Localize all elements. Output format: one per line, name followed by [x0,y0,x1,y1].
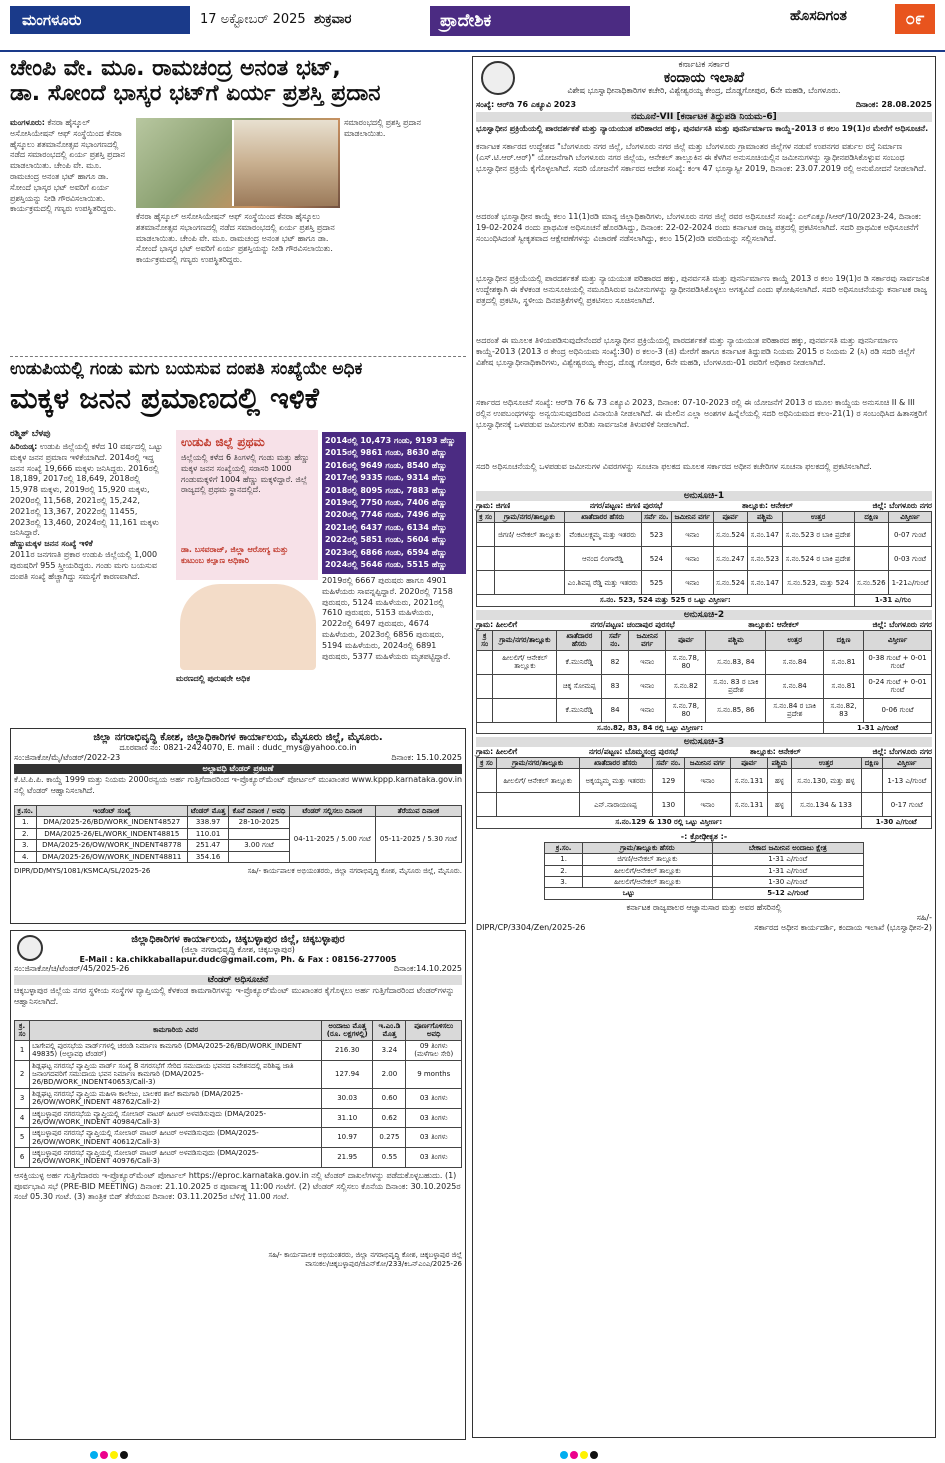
table-cell [477,769,497,793]
table-cell: ಸ.ನಂ.83, 84 [706,650,766,674]
schedule-table [476,511,932,607]
table-cell: ಶಿಡ್ಲಘಟ್ಟ ನಗರಸಭೆ ವ್ಯಾಪ್ತಿಯ ವಾರ್ಡ್ ಸಂಖ್ಯೆ 8 ನಗರಸಭೆಗೆ ಸೇರಿದ ಸಮುದಾಯ ಭವನದ ನಿವೇಶನದಲ್ಲಿ ಪರಿಶಿಷ್ಟ ಜಾತಿ ಜನಾಂಗದವರಿಗೆ ಸಮುದಾಯ ಭವನ ನಿರ್ಮಾಣ ಕಾಮಗಾರಿ (DMA/2025-26/BD/WORK_INDENT40653/Call-3) [30,1060,322,1088]
schedule-info [476,747,932,757]
table-cell: 1-30 ಎ/ಗುಂಟೆ [712,876,863,887]
table-cell: ಸ.ನಂ.147 [748,523,783,547]
registration-dots [90,1444,130,1463]
table-header: ಖಾತೆದಾರರ ಹೆಸರು [557,630,602,650]
karnataka-emblem-icon [481,61,515,95]
table-cell: 0-07 ಗುಂಟೆ [889,523,932,547]
stat-line: 2024ರಲ್ಲಿ 5646 ಗಂಡು, 5515 ಹೆಣ್ಣು [325,560,447,570]
schedule-title: ಅನುಸೂಚಿ-2 [476,610,932,620]
table-cell: 129 [652,769,685,793]
callout-text: ಜಿಲ್ಲೆಯಲ್ಲಿ ಕಳೆದ 6 ತಿಂಗಳಲ್ಲಿ ಗಂಡು ಮತ್ತು ಹೆಣ್ಣು ಮಕ್ಕಳ ಜನನ ಸಂಖ್ಯೆಯಲ್ಲಿ ಸರಾಸರಿ 1000 ಗಂಡುಮಕ್ಕಳಿಗೆ 1004 ಹೆಣ್ಣು ಮಕ್ಕಳಿದ್ದಾರೆ. ಜಿಲ್ಲೆ ರಾಜ್ಯದಲ್ಲಿ ಪ್ರಥಮ ಸ್ಥಾನದಲ್ಲಿದೆ. [181,453,310,495]
schedule-info-item: ಗ್ರಾಮ: ಹೀಲಲಿಗೆ [476,619,518,629]
table-header: ಖಾತೆದಾರರ ಹೆಸರು [564,512,641,523]
table-cell: 05-11-2025 / 5.30 ಗಂಟೆ [375,817,461,863]
summary-total-value: 5-12 ಎ/ಗುಂಟೆ [712,888,863,899]
table-header: ಕಾಮಗಾರಿಯ ವಿವರ [30,1021,322,1041]
story1-body: ಮಂಗಳೂರು: ಕೆನರಾ ಹೈಸ್ಕೂಲ್ ಅಸೋಸಿಯೇಷನ್ ಆಫ್ ಸಂಸ್ಥೆಯಿಂದ ಕೆನರಾ ಹೈಸ್ಕೂಲು ಶತಮಾನೋತ್ಸವ ಸಭಾಂಗಣದಲ್ಲಿ ನಡೆದ ಸಮಾರಂಭದಲ್ಲಿ ಏರ್ಯ ಪ್ರಶಸ್ತಿ ಪ್ರದಾನ ಮಾಡಲಾಯಿತು. ಚೇಂಪಿ ವೇ. ಮೂ. ರಾಮಚಂದ್ರ ಅನಂತ ಭಟ್ ಹಾಗೂ ಡಾ. ಸೋಂದೆ ಭಾಸ್ಕರ ಭಟ್ ಅವರಿಗೆ ಏರ್ಯ ಪ್ರಶಸ್ತಿಯನ್ನು ನೀಡಿ ಗೌರವಿಸಲಾಯಿತು. ಕಾರ್ಯಕ್ರಮದಲ್ಲಿ ಗಣ್ಯರು ಉಪಸ್ಥಿತರಿದ್ದರು. [10,118,125,214]
table-header: ತೆರೆಯುವ ದಿನಾಂಕ [375,806,461,817]
table-cell: ಸ.ನಂ.523 ರ ಬಾಕಿ ಪ್ರದೇಶ [782,523,854,547]
table-cell: ಎನ್.ನಾರಾಯಣಪ್ಪ [579,793,652,817]
table-header: ಉತ್ತರ [766,630,824,650]
table-header: ಕ್ರ ಸಂ [477,512,495,523]
table-cell: 2 [15,1060,30,1088]
table-cell: 1-31 ಎ/ಗುಂಟೆ [712,854,863,865]
land-acquisition-notice: ಕರ್ನಾಟಕ ಸರ್ಕಾರ ಕಂದಾಯ ಇಲಾಖೆ ವಿಶೇಷ ಭೂಸ್ವಾಧೀನಾಧಿಕಾರಿಗಳ ಕಚೇರಿ, ವಿಶ್ವೇಶ್ವರಯ್ಯ ಕೇಂದ್ರ, ದೊಡ್ಡಗೋಪುರ, 6ನೇ ಮಹಡಿ, ಬೆಂಗಳೂರು. ಸಂಖ್ಯೆ: ಆರ್‌ಡಿ 76 ಎಕ್ಯೂವಿ 2023 ದಿನಾಂಕ: 28.08.2025 ನಮೂನೆ-VII [ಕರ್ನಾಟಕ ತಿದ್ದುಪಡಿ ನಿಯಮ-6] ಭೂಸ್ವಾಧೀನ ಪ್ರಕ್ರಿಯೆಯಲ್ಲಿ ಪಾರದರ್ಶಕತೆ ಮತ್ತು ನ್ಯಾಯಯುತ ಪರಿಹಾರದ ಹಕ್ಕು, ಪುನರ್ವಸತಿ ಮತ್ತು ಪುನರ್ನಿರ್ಮಾಣ ಕಾಯ್ದೆ-2013 ರ ಕಲಂ 19(1)ರ ಮೇರೆಗೆ ಅಧಿಸೂಚನೆ. ಕರ್ನಾಟಕ ಸರ್ಕಾರದ ಉದ್ದೇಶದ "ಬೆಂಗಳೂರು ನಗರ ಜಿಲ್ಲೆ, ಬೆಂಗಳೂರು ನಗರ ಜಿಲ್ಲೆ ಮತ್ತು ಬೆಂಗಳೂರು ಗ್ರಾಮಾಂತರ ಜಿಲ್ಲೆಗಳ ನಡುವೆ ಉಪನಗರ ವರ್ತುಲ ರಸ್ತೆ ನಿರ್ಮಾಣ (ಎಸ್.ಟಿ.ಆರ್.ಆರ್)" ಯೋಜನೆಗಾಗಿ ಬೆಂಗಳೂರು ನಗರ ಜಿಲ್ಲೆಯ, ಆನೇಕಲ್ ತಾಲ್ಲೂಕಿನ ಈ ಕೆಳಗಿನ ಅನುಸೂಚಿಯಲ್ಲಿನ ಜಮೀನುಗಳನ್ನು ಸ್ವಾಧೀನಪಡಿಸಿಕೊಳ್ಳುವ ಸಂಬಂಧ ಭೂಸ್ವಾಧೀನ ಪ್ರಕ್ರಿಯೆ ಕೈಗೊಳ್ಳಲಾಗಿದೆ. ಸದರಿ ಯೋಜನೆಗೆ ಸರ್ಕಾರದ ಆದೇಶ ಸಂಖ್ಯೆ: ಕಂಇ 47 ಭೂಸ್ವಾಸ್ವೀ 2019, ದಿನಾಂಕ: 23.07.2019 ರಲ್ಲಿ ಅನುಮೋದನೆ ನೀಡಲಾಗಿದೆ. ಅದರಂತೆ ಭೂಸ್ವಾಧೀನ ಕಾಯ್ದೆ ಕಲಂ 11(1)ರಡಿ ಮಾನ್ಯ ಜಿಲ್ಲಾಧಿಕಾರಿಗಳು, ಬೆಂಗಳೂರು ನಗರ ಜಿಲ್ಲೆ ರವರ ಅಧಿಸೂಚನೆ ಸಂಖ್ಯೆ: ಎಲ್‌ಎಕ್ಯೂ/ಸಿಆರ್/10/2023-24, ದಿನಾಂಕ: 19-02-2024 ರಂದು ಪ್ರಾಥಮಿಕ ಅಧಿಸೂಚನೆ ಹೊರಡಿಸಿದ್ದು, ದಿನಾಂಕ: 22-02-2024 ರಂದು ಕರ್ನಾಟಕ ರಾಜ್ಯ ಪತ್ರದಲ್ಲಿ ಪ್ರಕಟಿಸಲಾಗಿದೆ. ಸದರಿ ಪ್ರಾಥಮಿಕ ಅಧಿಸೂಚನೆಗೆ ಸಂಬಂಧಿಸಿದಂತೆ ಸ್ವೀಕೃತವಾದ ಆಕ್ಷೇಪಣೆಗಳನ್ನು ವಿಚಾರಣೆ ನಡೆಸಲಾಗಿದ್ದು, ಕಲಂ 15(2)ರಡಿ ವರದಿಯನ್ನು ಸಲ್ಲಿಸಲಾಗಿದೆ. ಭೂಸ್ವಾಧೀನ ಪ್ರಕ್ರಿಯೆಯಲ್ಲಿ ಪಾರದರ್ಶಕತೆ ಮತ್ತು ನ್ಯಾಯಯುತ ಪರಿಹಾರದ ಹಕ್ಕು, ಪುನರ್ವಸತಿ ಮತ್ತು ಪುನರ್ನಿರ್ಮಾಣ ಕಾಯ್ದೆ 2013 ರ ಕಲಂ 19(1)ರ ಡಿ ಸರ್ಕಾರವು ಸಾರ್ವಜನಿಕ ಉದ್ದೇಶಕ್ಕಾಗಿ ಈ ಕೆಳಕಂಡ ಅನುಸೂಚಿಯಲ್ಲಿ ನಮೂದಿಸಿರುವ ಜಮೀನುಗಳನ್ನು ಸ್ವಾಧೀನಪಡಿಸಿಕೊಳ್ಳಲು ಅಗತ್ಯವಿದೆ ಎಂದು ಘೋಷಿಸಲಾಗಿದೆ. ಸದರಿ ಅಧಿಸೂಚನೆಯನ್ನು ಕರ್ನಾಟಕ ರಾಜ್ಯ ಪತ್ರದಲ್ಲಿ ಪ್ರಕಟಿಸಿ, ಸ್ಥಳೀಯ ದಿನಪತ್ರಿಕೆಗಳಲ್ಲಿ ಪ್ರಕಟಿಸಲು ಸೂಚಿಸಲಾಗಿದೆ. ಅದರಂತೆ ಈ ಮೂಲಕ ತಿಳಿಯಪಡಿಸುವುದೇನೆಂದರೆ ಭೂಸ್ವಾಧೀನ ಪ್ರಕ್ರಿಯೆಯಲ್ಲಿ ಪಾರದರ್ಶಕತೆ ಮತ್ತು ನ್ಯಾಯಯುತ ಪರಿಹಾರದ ಹಕ್ಕು, ಪುನರ್ವಸತಿ ಮತ್ತು ಪುನರ್ನಿರ್ಮಾಣ ಕಾಯ್ದೆ-2013 (2013 ರ ಕೇಂದ್ರ ಅಧಿನಿಯಮ ಸಂಖ್ಯೆ:30) ರ ಕಲಂ-3 (ಜಿ) ಮೇರೆಗೆ ಹಾಗೂ ಕರ್ನಾಟಕ ತಿದ್ದುಪಡಿ ನಿಯಮ 2015 ರ ನಿಯಮ 2 (ಸಿ) ರಡಿ ಸದರಿ ಜಿಲ್ಲೆಗೆ ವಿಶೇಷ ಭೂಸ್ವಾಧೀನಾಧಿಕಾರಿಗಳು, ವಿಶ್ವೇಶ್ವರಯ್ಯ ಕೇಂದ್ರ, ದೊಡ್ಡ ಗೋಪುರ, 6ನೇ ಮಹಡಿ, ಬೆಂಗಳೂರು-01 ರವರಿಗೆ ಅಧಿಕಾರ ನೀಡಲಾಗಿದೆ. ಸರ್ಕಾರದ ಅಧಿಸೂಚನೆ ಸಂಖ್ಯೆ: ಆರ್‌ಡಿ 76 & 73 ಎಕ್ಯೂವಿ 2023, ದಿನಾಂಕ: 07-10-2023 ರಲ್ಲಿ ಈ ಯೋಜನೆಗೆ 2013 ರ ಮೂಲ ಕಾಯ್ದೆಯ ಅನುಸೂಚಿ II & III ರಲ್ಲಿನ ಉಪಬಂಧಗಳನ್ನು ಅನ್ವಯಿಸುವುದರಿಂದ ವಿನಾಯಿತಿ ನೀಡಲಾಗಿದೆ. ಈ ಮೇಲಿನ ಎಲ್ಲಾ ಅಂಶಗಳ ಹಿನ್ನೆಲೆಯಲ್ಲಿ ಸದರಿ ಅಧಿನಿಯಮದ ಕಲಂ-21(1) ರ ಸಂಬಂಧಿಸಿದ ಹಿತಾಸಕ್ತರಿಗೆ ಭೂಸ್ವಾಧೀನಕ್ಕೆ ಒಳಪಡುವ ಜಮೀನುಗಳ ಕುರಿತು ಸಾರ್ವಜನಿಕ ತಿಳುವಳಿಕೆ ನೀಡಲಾಗಿದೆ. ಸದರಿ ಅಧಿಸೂಚನೆಯಲ್ಲಿ ಒಳಪಡುವ ಜಮೀನುಗಳ ವಿವರಗಳನ್ನು ಸೂಚನಾ ಫಲಕದ ಮೂಲಕ ಸರ್ಕಾರದ ಅಧೀನ ಕಚೇರಿಗಳ ಸೂಚನಾ ಫಲಕದಲ್ಲಿ ಪ್ರಕಟಿಸಲಾಗಿದೆ. ಅನುಸೂಚಿ-1 ಗ್ರಾಮ: ಜಿಗಣಿ ನಗರ/ಪಟ್ಟಣ: ಜಿಗಣಿ ಪುರಸಭೆ ತಾಲ್ಲೂಕು: ಆನೇಕಲ್ ಜಿಲ್ಲೆ: ಬೆಂಗಳೂರು ನಗರ ಕ್ರ ಸಂ ಗ್ರಾಮ/ನಗರ/ತಾಲ್ಲೂಕು ಖಾತೆದಾರರ ಹೆಸರು ಸರ್ವೆ ನಂ. ಜಮೀನಿನ ವರ್ಗ ಪೂರ್ವ ಪಶ್ಚಿಮ ಉತ್ತರ ದಕ್ಷಿಣ ವಿಸ್ತೀರ್ಣ ಜಿಗಣಿ/ ಆನೇಕಲ್ ತಾಲ್ಲೂಕು ವೆಂಕಟಲಕ್ಷ್ಮಮ್ಮ ಮತ್ತು ಇತರರು 523 ಇನಾಂ ಸ.ನಂ.524 ಸ.ನಂ.147 ಸ.ನಂ.523 ರ ಬಾಕಿ ಪ್ರದೇಶ 0-07 ಗುಂಟೆ ಆನಂದ ಲಿಂಗಾರೆಡ್ಡಿ 524 ಇನಾಂ ಸ.ನಂ.247 ಸ.ನಂ.523 ಸ.ನಂ.524 ರ ಬಾಕಿ ಪ್ರದೇಶ 0-03 ಗುಂಟೆ ಎಂ.ಶಿವಪ್ಪ ರೆಡ್ಡಿ ಮತ್ತು ಇತರರು 525 ಇನಾಂ ಸ.ನಂ.524 ಸ.ನಂ.147 ಸ.ನಂ.523, ಮತ್ತು 524 ಸ.ನಂ.526 1-21ಎ/ಗುಂಟೆ ಸ.ನಂ. 523, 524 ಮತ್ತು 525 ರ ಒಟ್ಟು ವಿಸ್ತೀರ್ಣ: 1-31 ಎ/ಗುಂ ಅನುಸೂಚಿ-2 ಗ್ರಾಮ: ಹೀಲಲಿಗೆ ನಗರ/ಪಟ್ಟಣ: ಚಂದಾಪುರ ಪುರಸಭೆ ತಾಲ್ಲೂಕು: ಆನೇಕಲ್ ಜಿಲ್ಲೆ: ಬೆಂಗಳೂರು ನಗರ ಕ್ರ ಸಂ ಗ್ರಾಮ/ನಗರ/ತಾಲ್ಲೂಕು ಖಾತೆದಾರರ ಹೆಸರು ಸರ್ವೆ ನಂ. ಜಮೀನಿನ ವರ್ಗ ಪೂರ್ವ ಪಶ್ಚಿಮ ಉತ್ತರ ದಕ್ಷಿಣ ವಿಸ್ತೀರ್ಣ ಹೀಲಲಿಗೆ/ ಆನೇಕಲ್ ತಾಲ್ಲೂಕು ಕೆ.ಮುನಿರೆಡ್ಡಿ 82 ಇನಾಂ ಸ.ನಂ.78, 80 ಸ.ನಂ.83, 84 ಸ.ನಂ.84 ಸ.ನಂ.81 0-38 ಗುಂಟೆ + 0-01 ಗುಂಟೆ ಚಿಕ್ಕ ಸೋಮಪ್ಪ 83 ಇನಾಂ ಸ.ನಂ.82 ಸ.ನಂ. 83 ರ ಬಾಕಿ ಪ್ರದೇಶ ಸ.ನಂ.84 ಸ.ನಂ.81 0-24 ಗುಂಟೆ + 0-01 ಗುಂಟೆ ಕೆ.ಮುನಿರೆಡ್ಡಿ 84 ಇನಾಂ ಸ.ನಂ.78, 80 ಸ.ನಂ.85, 86 ಸ.ನಂ.84 ರ ಬಾಕಿ ಪ್ರದೇಶ ಸ.ನಂ.82, 83 0-06 ಗುಂಟೆ ಸ.ನಂ.82, 83, 84 ರಲ್ಲಿ ಒಟ್ಟು ವಿಸ್ತೀರ್ಣ: 1-31 ಎ/ಗುಂಟೆ ಅನುಸೂಚಿ-3 ಗ್ರಾಮ: ಹೀಲಲಿಗೆ ನಗರ/ಪಟ್ಟಣ: ಬೊಮ್ಮಸಂದ್ರ ಪುರಸಭೆ ತಾಲ್ಲೂಕು: ಆನೇಕಲ್ ಜಿಲ್ಲೆ: ಬೆಂಗಳೂರು ನಗರ ಕ್ರ ಸಂ ಗ್ರಾಮ/ನಗರ/ತಾಲ್ಲೂಕು ಖಾತೆದಾರರ ಹೆಸರು ಸರ್ವೆ ನಂ. ಜಮೀನಿನ ವರ್ಗ ಪೂರ್ವ ಪಶ್ಚಿಮ ಉತ್ತರ ದಕ್ಷಿಣ ವಿಸ್ತೀರ್ಣ ಹೀಲಲಿಗೆ/ ಆನೇಕಲ್ ತಾಲ್ಲೂಕು ಅಕ್ಕಯ್ಯಮ್ಮ ಮತ್ತು ಇತರರು 129 ಇನಾಂ ಸ.ನಂ.131 ಹಳ್ಳ ಸ.ನಂ.130, ಮತ್ತು ಹಳ್ಳ 1-13 ಎ/ಗುಂಟೆ ಎನ್.ನಾರಾಯಣಪ್ಪ 130 ಇನಾಂ ಸ.ನಂ.131 ಹಳ್ಳ ಸ.ನಂ.134 & 133 0-17 ಗುಂಟೆ ಸ.ನಂ.129 & 130 ರಲ್ಲಿ ಒಟ್ಟು ವಿಸ್ತೀರ್ಣ: 1-30 ಎ/ಗುಂಟೆ -: ಕ್ರೋಢೀಕೃತ :- ಕ್ರ.ಸಂ. ಗ್ರಾಮ/ತಾಲ್ಲೂಕು ಹೆಸರು ಬೇಕಾದ ಜಮೀನಿನ ಅಂದಾಜು ಕ್ಷೇತ್ರ 1. ಜಿಗಣಿ/ಆನೇಕಲ್ ತಾಲ್ಲೂಕು 1-31 ಎ/ಗುಂಟೆ 2. ಹೀಲಲಿಗೆ/ಆನೇಕಲ್ ತಾಲ್ಲೂಕು 1-31 ಎ/ಗುಂಟೆ 3. ಹೀಲಲಿಗೆ/ಆನೇಕಲ್ ತಾಲ್ಲೂಕು 1-30 ಎ/ಗುಂಟೆ ಒಟ್ಟು 5-12 ಎ/ಗುಂಟೆ ಕರ್ನಾಟಕ ರಾಜ್ಯಪಾಲರ ಆಜ್ಞಾನುಸಾರ ಮತ್ತು ಅವರ ಹೆಸರಿನಲ್ಲಿ ಸಹಿ/- DIPR/CP/3304/Zen/2025-26 ಸರ್ಕಾರದ ಅಧೀನ ಕಾರ್ಯದರ್ಶಿ, ಕಂದಾಯ ಇಲಾಖೆ (ಭೂಸ್ವಾಧೀನ-2) [472,56,936,1438]
table-total-value: 1-31 ಎ/ಗುಂಟೆ [824,722,932,733]
callout-title: ಉಡುಪಿ ಜಿಲ್ಲೆ ಪ್ರಥಮ [181,435,265,449]
table-header: ಗ್ರಾಮ/ನಗರ/ತಾಲ್ಲೂಕು [493,630,557,650]
table-cell: DMA/2025-26/OW/WORK_INDENT48811 [36,851,187,862]
table-header: ಬೇಕಾದ ಜಮೀನಿನ ಅಂದಾಜು ಕ್ಷೇತ್ರ [712,842,863,853]
emblem-icon [17,935,43,961]
table-cell [854,547,889,571]
table-header: ಟೆಂಡರ್ ಸಲ್ಲಿಸಲು ದಿನಾಂಕ [289,806,375,817]
table-cell: ಸ.ನಂ.147 [748,571,783,595]
table-row [477,674,932,698]
table-cell: ಇನಾಂ [628,674,665,698]
header-section: ಪ್ರಾದೇಶಿಕ [430,6,630,36]
table-row [477,547,932,571]
table-row [477,650,932,674]
table-cell: 82 [602,650,629,674]
table-cell [477,650,493,674]
table-header: ಕ್ರ.ಸಂ. [15,806,37,817]
table-row [15,1108,462,1128]
table-header: ದಕ್ಷಿಣ [861,757,882,768]
table-cell: 03 ತಿಂಗಳು [406,1088,462,1108]
table-header: ಇಂಡೆಂಟ್ ಸಂಖ್ಯೆ [36,806,187,817]
table-header: ಗ್ರಾಮ/ನಗರ/ತಾಲ್ಲೂಕು [496,757,579,768]
table-cell: ಅಕ್ಕಯ್ಯಮ್ಮ ಮತ್ತು ಇತರರು [579,769,652,793]
schedule-info-item: ತಾಲ್ಲೂಕು: ಆನೇಕಲ್ [748,619,799,629]
table-cell: ಸ.ನಂ.78, 80 [666,650,706,674]
schedule-info-item: ಗ್ರಾಮ: ಜಿಗಣಿ [476,501,511,510]
schedule-info-item: ನಗರ/ಪಟ್ಟಣ: ಜಿಗಣಿ ಪುರಸಭೆ [589,501,663,510]
table-cell: 3 [15,1088,30,1108]
table-cell: ಸ.ನಂ.247 [713,547,748,571]
stat-line: 2018ರಲ್ಲಿ 8095 ಗಂಡು, 7883 ಹೆಣ್ಣು [325,485,447,495]
table-cell: 30.03 [322,1088,373,1108]
table-total-row [477,817,932,828]
table-cell: ಹಳ್ಳ [768,769,791,793]
header-city: ಮಂಗಳೂರು [10,6,190,34]
stats-panel [322,432,466,574]
schedule-info-item: ನಗರ/ಪಟ್ಟಣ: ಬೊಮ್ಮಸಂದ್ರ ಪುರಸಭೆ [588,746,678,756]
table-cell: 0.60 [373,1088,406,1108]
table-cell: 6 [15,1148,30,1168]
table-total-value: 1-31 ಎ/ಗುಂ [854,595,931,606]
table-cell: 4 [15,1108,30,1128]
table-header: ಪಶ್ಚಿಮ [768,757,791,768]
table-header: ದಕ್ಷಿಣ [824,630,864,650]
table-cell: 84 [602,698,629,722]
table-cell: ಶಿಡ್ಲಘಟ್ಟ ನಗರಸಭೆ ವ್ಯಾಪ್ತಿಯ ಮಹಿಳಾ ಕಾಲೇಜು, ಬಾಲಕರ ಶಾಲೆ ಕಾಮಗಾರಿ (DMA/2025-26/OW/WORK_INDENT 48762/Call-2) [30,1088,322,1108]
table-cell: 127.94 [322,1060,373,1088]
table-row [477,523,932,547]
tender2-table [14,1020,462,1168]
story1-caption: ಸಮಾರಂಭದಲ್ಲಿ ಪ್ರಶಸ್ತಿ ಪ್ರದಾನ ಮಾಡಲಾಯಿತು. [344,118,421,138]
table-cell: ಸ.ನಂ.523, ಮತ್ತು 524 [782,571,854,595]
table-cell: 0.55 [373,1148,406,1168]
table-header: ವಿಸ್ತೀರ್ಣ [882,757,931,768]
table-cell: ಇನಾಂ [685,793,730,817]
table-row [477,769,932,793]
schedule-title: ಅನುಸೂಚಿ-1 [476,491,932,501]
table-cell: ಸ.ನಂ.82, 83 [824,698,864,722]
stat-line: 2015ರಲ್ಲಿ 9861 ಗಂಡು, 8630 ಹೆಣ್ಣು [325,448,447,458]
table-cell: ಸ.ನಂ.85, 86 [706,698,766,722]
table-header: ಕ್ರ ಸಂ [477,630,493,650]
table-cell: DMA/2025-26/OW/WORK_INDENT48778 [36,840,187,851]
table-cell: ಜಿಗಣಿ/ ಆನೇಕಲ್ ತಾಲ್ಲೂಕು [495,523,564,547]
stat-line: 2017ರಲ್ಲಿ 9335 ಗಂಡು, 9314 ಹೆಣ್ಣು [325,473,447,483]
table-row [15,817,462,828]
stat-line: 2020ರಲ್ಲಿ 7746 ಗಂಡು, 7496 ಹೆಣ್ಣು [325,510,447,520]
table-cell: ಸ.ನಂ.81 [824,674,864,698]
header-brand: ಹೊಸದಿಗಂತ [790,8,847,24]
schedule-info [476,620,932,630]
table-cell [493,674,557,698]
table-row [15,1060,462,1088]
table-cell: ಸ.ನಂ.84 [766,650,824,674]
table-cell [477,674,493,698]
table-cell: ಸ.ನಂ.526 [854,571,889,595]
tender1-table [14,805,462,863]
summary-table [544,842,863,900]
table-cell: 3. [545,876,582,887]
schedules [476,491,932,829]
table-header: ಖಾತೆದಾರರ ಹೆಸರು [579,757,652,768]
table-cell: 3.24 [373,1040,406,1060]
table-header: ಪೂರ್ಣಗೊಳಿಸಲು ಅವಧಿ [406,1021,462,1041]
table-header-row [477,512,932,523]
table-cell: ಸ.ನಂ.524 [713,571,748,595]
table-row [477,571,932,595]
schedule-info-item: ಜಿಲ್ಲೆ: ಬೆಂಗಳೂರು ನಗರ [872,501,932,510]
table-row [15,1128,462,1148]
table-cell: 2. [15,828,37,839]
table-header: ಕ್ರ. ಸಂ [15,1021,30,1041]
table-cell: 1. [15,817,37,828]
table-header: ಕ್ರ ಸಂ [477,757,497,768]
table-header: ಜಮೀನಿನ ವರ್ಗ [685,757,730,768]
story2-headline: ಮಕ್ಕಳ ಜನನ ಪ್ರಮಾಣದಲ್ಲಿ ಇಳಿಕೆ [10,381,319,415]
table-total-row [477,722,932,733]
table-cell: 2. [545,865,582,876]
header-date: 17 ಅಕ್ಟೋಬರ್ 2025 ಶುಕ್ರವಾರ [200,12,352,27]
table-total-value: 1-30 ಎ/ಗುಂಟೆ [861,817,931,828]
table-cell: 0.275 [373,1128,406,1148]
summary-total-label: ಒಟ್ಟು [545,888,713,899]
table-cell: 28-10-2025 [229,817,290,828]
table-row [477,698,932,722]
table-cell: ಜಿಗಣಿ/ಆನೇಕಲ್ ತಾಲ್ಲೂಕು [582,854,712,865]
schedule-info-item: ಗ್ರಾಮ: ಹೀಲಲಿಗೆ [476,746,518,756]
table-cell: 4. [15,851,37,862]
table-header: ಪೂರ್ವ [730,757,768,768]
table-cell: 03 ತಿಂಗಳು [406,1108,462,1128]
table-cell: ಸ.ನಂ. 83 ರ ಬಾಕಿ ಪ್ರದೇಶ [706,674,766,698]
table-cell: ಆನಂದ ಲಿಂಗಾರೆಡ್ಡಿ [564,547,641,571]
table-header: ಕೊನೆ ದಿನಾಂಕ / ಅವಧಿ [229,806,290,817]
table-cell: 1-31 ಎ/ಗುಂಟೆ [712,865,863,876]
table-cell [477,793,497,817]
table-cell: 0.62 [373,1108,406,1128]
callout-quote: ಡಾ. ಬಸವರಾಜ್, ಜಿಲ್ಲಾ ಆರೋಗ್ಯ ಮತ್ತು ಕುಟುಂಬ ಕಲ್ಯಾಣ ಅಧಿಕಾರಿ [181,545,289,565]
schedule-info-item: ನಗರ/ಪಟ್ಟಣ: ಚಂದಾಪುರ ಪುರಸಭೆ [590,619,675,629]
table-header: ಸರ್ವೆ ನಂ. [641,512,671,523]
table-header: ಅಂದಾಜು ಮೊತ್ತ (ರೂ. ಲಕ್ಷಗಳಲ್ಲಿ) [322,1021,373,1041]
table-header-row [477,630,932,650]
table-cell: ವೆಂಕಟಲಕ್ಷ್ಮಮ್ಮ ಮತ್ತು ಇತರರು [564,523,641,547]
table-cell: DMA/2025-26/EL/WORK_INDENT48815 [36,828,187,839]
table-header: ಪೂರ್ವ [666,630,706,650]
table-header: ಟೆಂಡರ್ ಮೊತ್ತ [187,806,228,817]
table-cell [477,547,495,571]
story1-body-cont: ಕೆನರಾ ಹೈಸ್ಕೂಲ್ ಅಸೋಸಿಯೇಷನ್ ಆಫ್ ಸಂಸ್ಥೆಯಿಂದ ಕೆನರಾ ಹೈಸ್ಕೂಲು ಶತಮಾನೋತ್ಸವ ಸಭಾಂಗಣದಲ್ಲಿ ನಡೆದ ಸಮಾರಂಭದಲ್ಲಿ ಏರ್ಯ ಪ್ರಶಸ್ತಿ ಪ್ರದಾನ ಮಾಡಲಾಯಿತು. ಚೇಂಪಿ ವೇ. ಮೂ. ರಾಮಚಂದ್ರ ಅನಂತ ಭಟ್ ಹಾಗೂ ಡಾ. ಸೋಂದೆ ಭಾಸ್ಕರ ಭಟ್ ಅವರಿಗೆ ಏರ್ಯ ಪ್ರಶಸ್ತಿಯನ್ನು ನೀಡಿ ಗೌರವಿಸಲಾಯಿತು. ಕಾರ್ಯಕ್ರಮದಲ್ಲಿ ಗಣ್ಯರು ಉಪಸ್ಥಿತರಿದ್ದರು. [136,212,335,265]
table-cell: ಸ.ನಂ.524 [713,523,748,547]
schedule-table [476,757,932,829]
table-header: ಗ್ರಾಮ/ತಾಲ್ಲೂಕು ಹೆಸರು [582,842,712,853]
table-header: ಪಶ್ಚಿಮ [748,512,783,523]
table-header: ವಿಸ್ತೀರ್ಣ [864,630,932,650]
table-header: ಇ.ಎಂ.ಡಿ ಮೊತ್ತ [373,1021,406,1041]
table-cell: ಹೀಲಲಿಗೆ/ ಆನೇಕಲ್ ತಾಲ್ಲೂಕು [496,769,579,793]
table-cell [495,571,564,595]
table-header: ಉತ್ತರ [782,512,854,523]
table-cell: ಚಿಕ್ಕಬಳ್ಳಾಪುರ ನಗರಸಭೆ ವ್ಯಾಪ್ತಿಯಲ್ಲಿ ಸೋಲಾರ್ ವಾಟರ್ ಹೀಟರ್ ಅಳವಡಿಸುವುದು (DMA/2025-26/OW/WORK_INDENT 40976/Call-3) [30,1148,322,1168]
tender-mysuru: ಜಿಲ್ಲಾ ನಗರಾಭಿವೃದ್ಧಿ ಕೋಶ, ಜಿಲ್ಲಾಧಿಕಾರಿಗಳ ಕಾರ್ಯಾಲಯ, ಮೈಸೂರು ಜಿಲ್ಲೆ, ಮೈಸೂರು. ದೂರವಾಣಿ ನಂ: 0821-2424070, E. mail : dudc_mys@yahoo.co.in ಸಂ:ಜಿನಾಕೋ/ಮೈ/ಟೆಂಡರ್/2022-23 ದಿನಾಂಕ: 15.10.2025 ಅಲ್ಪಾವಧಿ ಟೆಂಡರ್ ಪ್ರಕಟಣೆ ಕೆ.ಟಿ.ಪಿ.ಪಿ. ಕಾಯ್ದೆ 1999 ಮತ್ತು ನಿಯಮ 2000ರನ್ವಯ ಅರ್ಹ ಗುತ್ತಿಗೆದಾರರಿಂದ ಇ-ಪ್ರೊಕ್ಯೂರ್‌ಮೆಂಟ್ ಪೋರ್ಟಲ್ ಮುಖಾಂತರ www.kppp.karnataka.gov.in ನಲ್ಲಿ ಟೆಂಡರ್ ಆಹ್ವಾನಿಸಲಾಗಿದೆ. ಕ್ರ.ಸಂ. ಇಂಡೆಂಟ್ ಸಂಖ್ಯೆ ಟೆಂಡರ್ ಮೊತ್ತ ಕೊನೆ ದಿನಾಂಕ / ಅವಧಿ ಟೆಂಡರ್ ಸಲ್ಲಿಸಲು ದಿನಾಂಕ ತೆರೆಯುವ ದಿನಾಂಕ 1. DMA/2025-26/BD/WORK_INDENT48527 338.97 28-10-2025 04-11-2025 / 5.00 ಗಂಟೆ 05-11-2025 / 5.30 ಗಂಟೆ 2. DMA/2025-26/EL/WORK_INDENT48815 110.01 3. DMA/2025-26/OW/WORK_INDENT48778 251.47 3.00 ಗಂಟೆ 4. DMA/2025-26/OW/WORK_INDENT48811 354.16 DIPR/DD/MYS/1081/KSMCA/SL/2025-26 ಸಹಿ/- ಕಾರ್ಯಪಾಲಕ ಅಭಿಯಂತರರು, ಜಿಲ್ಲಾ ನಗರಾಭಿವೃದ್ಧಿ ಕೋಶ, ಮೈಸೂರು ಜಿಲ್ಲೆ, ಮೈಸೂರು. [10,728,466,924]
table-header: ಪಶ್ಚಿಮ [706,630,766,650]
table-header: ದಕ್ಷಿಣ [854,512,889,523]
table-cell: 0-06 ಗುಂಟೆ [864,698,932,722]
table-cell: ಸ.ನಂ.81 [824,650,864,674]
table-cell: ಸ.ನಂ.134 & 133 [791,793,861,817]
table-cell: 1. [545,854,582,865]
table-header: ಕ್ರ.ಸಂ. [545,842,582,853]
table-total-label: ಸ.ನಂ.129 & 130 ರಲ್ಲಿ ಒಟ್ಟು ವಿಸ್ತೀರ್ಣ: [477,817,862,828]
stats-list [325,435,463,571]
table-cell: 3.00 ಗಂಟೆ [229,840,290,851]
table-cell: ಹೀಲಲಿಗೆ/ಆನೇಕಲ್ ತಾಲ್ಲೂಕು [582,865,712,876]
table-row [15,1040,462,1060]
stat-line: 2021ರಲ್ಲಿ 6437 ಗಂಡು, 6134 ಹೆಣ್ಣು [325,522,447,532]
table-cell: 04-11-2025 / 5.00 ಗಂಟೆ [289,817,375,863]
table-cell [477,698,493,722]
story1-photo-2 [232,120,338,206]
table-cell: ಇನಾಂ [685,769,730,793]
tender-chikkaballapur: ಜಿಲ್ಲಾಧಿಕಾರಿಗಳ ಕಾರ್ಯಾಲಯ, ಚಿಕ್ಕಬಳ್ಳಾಪುರ ಜಿಲ್ಲೆ, ಚಿಕ್ಕಬಳ್ಳಾಪುರ (ಜಿಲ್ಲಾ ನಗರಾಭಿವೃದ್ಧಿ ಕೋಶ, ಚಿಕ್ಕಬಳ್ಳಾಪುರ) E-Mail : ka.chikkaballapur.dudc@gmail.com, Ph. & Fax : 08156-277005 ಸಂ:ಜಿನಾಕೋ/ಚಿ/ಟೆಂಡರ್/45/2025-26 ದಿನಾಂಕ:14.10.2025 ಟೆಂಡರ್ ಅಧಿಸೂಚನೆ ಚಿಕ್ಕಬಳ್ಳಾಪುರ ಜಿಲ್ಲೆಯ ನಗರ ಸ್ಥಳೀಯ ಸಂಸ್ಥೆಗಳ ವ್ಯಾಪ್ತಿಯಲ್ಲಿ ಕೆಳಕಂಡ ಕಾಮಗಾರಿಗಳನ್ನು ಇ-ಪ್ರೊಕ್ಯೂರ್‌ಮೆಂಟ್ ಮುಖಾಂತರ ಕೈಗೊಳ್ಳಲು ಅರ್ಹ ಗುತ್ತಿಗೆದಾರರಿಂದ ಟೆಂಡರ್‌ಗಳನ್ನು ಆಹ್ವಾನಿಸಲಾಗಿದೆ. ಕ್ರ. ಸಂ ಕಾಮಗಾರಿಯ ವಿವರ ಅಂದಾಜು ಮೊತ್ತ (ರೂ. ಲಕ್ಷಗಳಲ್ಲಿ) ಇ.ಎಂ.ಡಿ ಮೊತ್ತ ಪೂರ್ಣಗೊಳಿಸಲು ಅವಧಿ 1 ಬಾಗೇಪಲ್ಲಿ ಪುರಸಭೆಯ ವಾರ್ಡ್‌ಗಳಲ್ಲಿ ಚರಂಡಿ ನಿರ್ಮಾಣ ಕಾಮಗಾರಿ (DMA/2025-26/BD/WORK_INDENT 49835) (ಅಲ್ಪಾವಧಿ ಟೆಂಡರ್) 216.30 3.24 09 ತಿಂಗಳು (ಮಳೆಗಾಲ ಸೇರಿ) 2 ಶಿಡ್ಲಘಟ್ಟ ನಗರಸಭೆ ವ್ಯಾಪ್ತಿಯ ವಾರ್ಡ್ ಸಂಖ್ಯೆ 8 ನಗರಸಭೆಗೆ ಸೇರಿದ ಸಮುದಾಯ ಭವನದ ನಿವೇಶನದಲ್ಲಿ ಪರಿಶಿಷ್ಟ ಜಾತಿ ಜನಾಂಗದವರಿಗೆ ಸಮುದಾಯ ಭವನ ನಿರ್ಮಾಣ ಕಾಮಗಾರಿ (DMA/2025-26/BD/WORK_INDENT40653/Call-3) 127.94 2.00 9 months 3 ಶಿಡ್ಲಘಟ್ಟ ನಗರಸಭೆ ವ್ಯಾಪ್ತಿಯ ಮಹಿಳಾ ಕಾಲೇಜು, ಬಾಲಕರ ಶಾಲೆ ಕಾಮಗಾರಿ (DMA/2025-26/OW/WORK_INDENT 48762/Call-2) 30.03 0.60 03 ತಿಂಗಳು 4 ಚಿಕ್ಕಬಳ್ಳಾಪುರ ನಗರಸಭೆಯ ವ್ಯಾಪ್ತಿಯಲ್ಲಿ ಸೋಲಾರ್ ವಾಟರ್ ಹೀಟರ್ ಅಳವಡಿಸುವುದು (DMA/2025-26/OW/WORK_INDENT 40984/Call-3) 31.10 0.62 03 ತಿಂಗಳು 5 ಚಿಕ್ಕಬಳ್ಳಾಪುರ ನಗರಸಭೆ ವ್ಯಾಪ್ತಿಯಲ್ಲಿ ಸೋಲಾರ್ ವಾಟರ್ ಹೀಟರ್ ಅಳವಡಿಸುವುದು (DMA/2025-26/OW/WORK_INDENT 40612/Call-3) 10.97 0.275 03 ತಿಂಗಳು 6 ಚಿಕ್ಕಬಳ್ಳಾಪುರ ನಗರಸಭೆ ವ್ಯಾಪ್ತಿಯಲ್ಲಿ ಸೋಲಾರ್ ವಾಟರ್ ಹೀಟರ್ ಅಳವಡಿಸುವುದು (DMA/2025-26/OW/WORK_INDENT 40976/Call-3) 21.95 0.55 03 ತಿಂಗಳು ಆಸಕ್ತಿಯುಳ್ಳ ಅರ್ಹ ಗುತ್ತಿಗೆದಾರರು ಇ-ಪ್ರೊಕ್ಯೂರ್‌ಮೆಂಟ್ ಪೋರ್ಟಲ್ https://eproc.karnataka.gov.in ನಲ್ಲಿ ಟೆಂಡರ್ ದಾಖಲೆಗಳನ್ನು ಪಡೆದುಕೊಳ್ಳಬಹುದು. (1) ಪೂರ್ವಭಾವಿ ಸಭೆ (PRE-BID MEETING) ದಿನಾಂಕ: 21.10.2025 ರ ಪೂರ್ವಾಹ್ನ 11:00 ಗಂಟೆಗೆ. (2) ಟೆಂಡರ್ ಸಲ್ಲಿಸಲು ಕೊನೆಯ ದಿನಾಂಕ: 30.10.2025ರ ಸಂಜೆ 05.30 ಗಂಟೆ. (3) ತಾಂತ್ರಿಕ ಬಿಡ್ ತೆರೆಯುವ ದಿನಾಂಕ: 03.11.2025ರ ಬೆಳಿಗ್ಗೆ 11.00 ಗಂಟೆ. ಸಹಿ/- ಕಾರ್ಯಪಾಲಕ ಅಭಿಯಂತರರು, ಜಿಲ್ಲಾ ನಗರಾಭಿವೃದ್ಧಿ ಕೋಶ, ಚಿಕ್ಕಬಳ್ಳಾಪುರ ಜಿಲ್ಲೆ ವಾಸಂಕಲ/ಚಿಕ್ಕಬಳ್ಳಾಪುರ/ಜಿಎನ್‌ಕೋ/233/ಕಿಒನ್‌ಎಂಎ/2025-26 [10,930,466,1440]
table-cell: 216.30 [322,1040,373,1060]
table-total-row [477,595,932,606]
table-cell: 524 [641,547,671,571]
table-cell: 21.95 [322,1148,373,1168]
table-cell [496,793,579,817]
table-cell: 1 [15,1040,30,1060]
table-cell [493,698,557,722]
table-cell: ಇನಾಂ [671,571,713,595]
table-cell: 251.47 [187,840,228,851]
table-cell: ಇನಾಂ [671,547,713,571]
table-cell [477,523,495,547]
story2-kicker: ಉಡುಪಿಯಲ್ಲಿ ಗಂಡು ಮಗು ಬಯಸುವ ದಂಪತಿ ಸಂಖ್ಯೆಯೇ ಅಧಿಕ [10,359,363,379]
table-total-label: ಸ.ನಂ. 523, 524 ಮತ್ತು 525 ರ ಒಟ್ಟು ವಿಸ್ತೀರ್ಣ: [477,595,855,606]
table-cell [854,523,889,547]
table-cell: DMA/2025-26/BD/WORK_INDENT48527 [36,817,187,828]
table-cell [229,851,290,862]
page-header [0,0,945,52]
table-cell: ಚಿಕ್ಕಬಳ್ಳಾಪುರ ನಗರಸಭೆಯ ವ್ಯಾಪ್ತಿಯಲ್ಲಿ ಸೋಲಾರ್ ವಾಟರ್ ಹೀಟರ್ ಅಳವಡಿಸುವುದು (DMA/2025-26/OW/WORK_INDENT 40984/Call-3) [30,1108,322,1128]
stat-line: 2014ರಲ್ಲಿ 10,473 ಗಂಡು, 9193 ಹೆಣ್ಣು [325,436,456,445]
stat-line: 2016ರಲ್ಲಿ 9649 ಗಂಡು, 8540 ಹೆಣ್ಣು [325,460,447,470]
table-cell: 0-03 ಗುಂಟೆ [889,547,932,571]
table-header: ಪೂರ್ವ [713,512,748,523]
table-cell: 10.97 [322,1128,373,1148]
schedule-info-item: ಜಿಲ್ಲೆ: ಬೆಂಗಳೂರು ನಗರ [872,619,932,629]
table-cell: 83 [602,674,629,698]
table-cell: ಕೆ.ಮುನಿರೆಡ್ಡಿ [557,698,602,722]
table-cell: 1-21ಎ/ಗುಂಟೆ [889,571,932,595]
registration-dots-2 [560,1444,600,1463]
table-cell: 523 [641,523,671,547]
table-cell: ಇನಾಂ [628,650,665,674]
table-cell: 354.16 [187,851,228,862]
story1-headline: ಚೇಂಪಿ ವೇ. ಮೂ. ರಾಮಚಂದ್ರ ಅನಂತ ಭಟ್, ಡಾ. ಸೋಂದೆ ಭಾಸ್ಕರ ಭಟ್‌ಗೆ ಏರ್ಯ ಪ್ರಶಸ್ತಿ ಪ್ರದಾನ [10,56,381,107]
table-cell: 9 months [406,1060,462,1088]
table-cell: 09 ತಿಂಗಳು (ಮಳೆಗಾಲ ಸೇರಿ) [406,1040,462,1060]
table-cell: 2.00 [373,1060,406,1088]
table-header: ಸರ್ವೆ ನಂ. [652,757,685,768]
table-header: ಜಮೀನಿನ ವರ್ಗ [671,512,713,523]
table-header: ಜಮೀನಿನ ವರ್ಗ [628,630,665,650]
table-cell [229,828,290,839]
table-header-row [477,757,932,768]
table-cell: ಸ.ನಂ.524 ರ ಬಾಕಿ ಪ್ರದೇಶ [782,547,854,571]
page-number: ೦೯ [895,4,935,34]
callout-box [176,430,318,580]
table-cell: 0-38 ಗುಂಟೆ + 0-01 ಗುಂಟೆ [864,650,932,674]
table-cell: 110.01 [187,828,228,839]
table-cell [861,769,882,793]
table-cell: 338.97 [187,817,228,828]
story2-caption: ಮರಣದಲ್ಲಿ ಪುರುಷರೇ ಅಧಿಕ [176,674,250,683]
table-header: ಉತ್ತರ [791,757,861,768]
table-cell: ಬಾಗೇಪಲ್ಲಿ ಪುರಸಭೆಯ ವಾರ್ಡ್‌ಗಳಲ್ಲಿ ಚರಂಡಿ ನಿರ್ಮಾಣ ಕಾಮಗಾರಿ (DMA/2025-26/BD/WORK_INDENT 49835) (ಅಲ್ಪಾವಧಿ ಟೆಂಡರ್) [30,1040,322,1060]
schedule-table [476,630,932,734]
table-cell: ಚಿಕ್ಕಬಳ್ಳಾಪುರ ನಗರಸಭೆ ವ್ಯಾಪ್ತಿಯಲ್ಲಿ ಸೋಲಾರ್ ವಾಟರ್ ಹೀಟರ್ ಅಳವಡಿಸುವುದು (DMA/2025-26/OW/WORK_INDENT 40612/Call-3) [30,1128,322,1148]
table-cell [861,793,882,817]
table-cell: 0-24 ಗುಂಟೆ + 0-01 ಗುಂಟೆ [864,674,932,698]
table-cell: 03 ತಿಂಗಳು [406,1148,462,1168]
table-row [545,854,863,865]
table-cell: ಸ.ನಂ.131 [730,769,768,793]
summary-total-row [545,888,863,899]
table-cell: ಸ.ನಂ.131 [730,793,768,817]
stat-line: 2022ರಲ್ಲಿ 5851 ಗಂಡು, 5604 ಹೆಣ್ಣು [325,535,447,545]
table-cell: ಎಂ.ಶಿವಪ್ಪ ರೆಡ್ಡಿ ಮತ್ತು ಇತರರು [564,571,641,595]
table-cell: ಇನಾಂ [628,698,665,722]
table-header: ವಿಸ್ತೀರ್ಣ [889,512,932,523]
story2-byline: ರಶ್ಮಿತ್ ಬೆಳಪು [10,429,51,439]
table-row [15,1148,462,1168]
table-row [545,876,863,887]
table-cell: 31.10 [322,1108,373,1128]
schedule-info [476,501,932,511]
table-cell: 130 [652,793,685,817]
table-cell: ಕೆ.ಮುನಿರೆಡ್ಡಿ [557,650,602,674]
table-cell [495,547,564,571]
table-row [545,865,863,876]
table-cell: ಸ.ನಂ.78, 80 [666,698,706,722]
table-row [15,1088,462,1108]
stat-line: 2023ರಲ್ಲಿ 6866 ಗಂಡು, 6594 ಹೆಣ್ಣು [325,547,447,557]
table-cell: 3. [15,840,37,851]
table-cell: ಚಿಕ್ಕ ಸೋಮಪ್ಪ [557,674,602,698]
table-cell: ಸ.ನಂ.523 [748,547,783,571]
table-cell [477,571,495,595]
story2-body3: 2019ರಲ್ಲಿ 6667 ಪುರುಷರು ಹಾಗೂ 4901 ಮಹಿಳೆಯರು ಸಾವನ್ನಪ್ಪಿದ್ದಾರೆ. 2020ರಲ್ಲಿ 7158 ಪುರುಷರು, 5124 ಮಹಿಳೆಯರು, 2021ರಲ್ಲಿ 7610 ಪುರುಷರು, 5153 ಮಹಿಳೆಯರು, 2022ರಲ್ಲಿ 6497 ಪುರುಷರು, 4674 ಮಹಿಳೆಯರು, 2023ರಲ್ಲಿ 6856 ಪುರುಷರು, 5194 ಮಹಿಳೆಯರು, 2024ರಲ್ಲಿ 6891 ಪುರುಷರು, 5377 ಮಹಿಳೆಯರು ಮೃತಪಟ್ಟಿದ್ದಾರೆ. [322,576,453,661]
table-cell: ಇನಾಂ [671,523,713,547]
schedule-info-item: ತಾಲ್ಲೂಕು: ಆನೇಕಲ್ [749,746,801,756]
stat-line: 2019ರಲ್ಲಿ 7750 ಗಂಡು, 7406 ಹೆಣ್ಣು [325,498,447,508]
table-cell: 5 [15,1128,30,1148]
table-cell: 525 [641,571,671,595]
table-cell: ಸ.ನಂ.130, ಮತ್ತು ಹಳ್ಳ [791,769,861,793]
table-cell: ಹಳ್ಳ [768,793,791,817]
table-cell: ಸ.ನಂ.82 [666,674,706,698]
table-header: ಸರ್ವೆ ನಂ. [602,630,629,650]
table-cell: 1-13 ಎ/ಗುಂಟೆ [882,769,931,793]
schedule-info-item: ತಾಲ್ಲೂಕು: ಆನೇಕಲ್ [742,501,793,510]
table-cell: 0-17 ಗುಂಟೆ [882,793,931,817]
table-cell: ಹೀಲಲಿಗೆ/ ಆನೇಕಲ್ ತಾಲ್ಲೂಕು [493,650,557,674]
table-total-label: ಸ.ನಂ.82, 83, 84 ರಲ್ಲಿ ಒಟ್ಟು ವಿಸ್ತೀರ್ಣ: [477,722,824,733]
table-cell: ಸ.ನಂ.84 ರ ಬಾಕಿ ಪ್ರದೇಶ [766,698,824,722]
schedule-title: ಅನುಸೂಚಿ-3 [476,737,932,747]
table-cell: ಹೀಲಲಿಗೆ/ಆನೇಕಲ್ ತಾಲ್ಲೂಕು [582,876,712,887]
divider [10,356,466,357]
table-cell: 03 ತಿಂಗಳು [406,1128,462,1148]
family-illustration [180,584,316,670]
story2-body: ಹಿರಿಯಡ್ಕ: ಉಡುಪಿ ಜಿಲ್ಲೆಯಲ್ಲಿ ಕಳೆದ 10 ವರ್ಷದಲ್ಲಿ ಒಟ್ಟು ಮಕ್ಕಳ ಜನನ ಪ್ರಮಾಣ ಇಳಿಕೆಯಾಗಿದೆ. 2014ರಲ್ಲಿ ಇದ್ದ ಜನನ ಸಂಖ್ಯೆ 19,666 ಮಕ್ಕಳು ಜನಿಸಿದ್ದರು. 2016ರಲ್ಲಿ 18,189, 2017ರಲ್ಲಿ 18,649, 2018ರಲ್ಲಿ 15,978 ಮಕ್ಕಳು, 2019ರಲ್ಲಿ 15,920 ಮಕ್ಕಳು, 2020ರಲ್ಲಿ 11,568, 2021ರಲ್ಲಿ 15,242, 2021ರಲ್ಲಿ 13,367, 2022ರಲ್ಲಿ 11455, 2023ರಲ್ಲಿ 13,460, 2024ರಲ್ಲಿ 11,161 ಮಕ್ಕಳು ಜನಿಸಿದ್ದಾರೆ. ಹೆಣ್ಣುಮಕ್ಕಳ ಜನನ ಸಂಖ್ಯೆ ಇಳಿಕೆ 2011ರ ಜನಗಣತಿ ಪ್ರಕಾರ ಉಡುಪಿ ಜಿಲ್ಲೆಯಲ್ಲಿ 1,000 ಪುರುಷರಿಗೆ 955 ಸ್ತ್ರೀಯರಿದ್ದರು. ಗಂಡು ಮಗು ಬಯಸುವ ದಂಪತಿ ಸಂಖ್ಯೆ ಹೆಚ್ಚಾಗಿದ್ದು ಸಮಸ್ಯೆಗೆ ಕಾರಣವಾಗಿದೆ. [10,442,163,581]
table-row [477,793,932,817]
schedule-info-item: ಜಿಲ್ಲೆ: ಬೆಂಗಳೂರು ನಗರ [872,746,932,756]
table-header: ಗ್ರಾಮ/ನಗರ/ತಾಲ್ಲೂಕು [495,512,564,523]
table-cell: ಸ.ನಂ.84 [766,674,824,698]
